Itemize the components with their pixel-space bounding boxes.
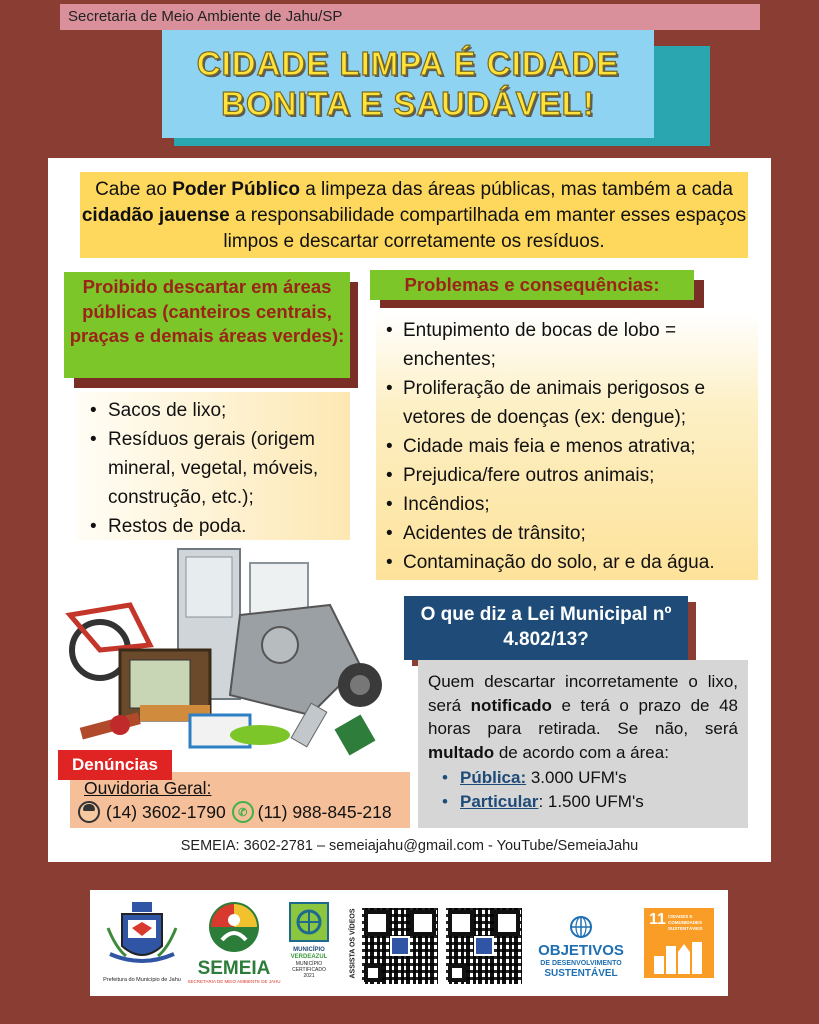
list-item: • Incêndios; bbox=[384, 490, 754, 519]
ods-line3: SUSTENTÁVEL bbox=[544, 968, 618, 979]
whatsapp-icon: ✆ bbox=[232, 801, 254, 823]
ouvidoria-phones bbox=[78, 800, 392, 824]
mva-line3: MUNICÍPIO bbox=[295, 961, 323, 967]
phone-number[interactable]: (14) 3602-1790 bbox=[106, 801, 226, 822]
intro-text-part: a limpeza das áreas públicas, mas também a cada bbox=[299, 179, 733, 200]
fine-item bbox=[442, 766, 738, 790]
title-banner bbox=[162, 30, 654, 138]
semeia-wordmark: SEMEIA bbox=[197, 958, 271, 979]
denuncias-badge: Denúncias bbox=[58, 750, 172, 780]
qr-code-2[interactable] bbox=[446, 908, 522, 984]
law-bold-part: multado bbox=[428, 742, 495, 762]
problems-list bbox=[384, 316, 754, 577]
prohibited-heading: Proibido descartar em áreas públicas (canteiros centrais, praças e demais áreas verdes): bbox=[64, 272, 350, 378]
semeia-subtitle: SECRETARIA DE MEIO AMBIENTE DE JAHU bbox=[187, 979, 281, 984]
list-item: • Acidentes de trânsito; bbox=[384, 519, 754, 548]
person-phone-icon bbox=[78, 801, 100, 823]
mva-year: 2021 bbox=[303, 973, 315, 979]
fine-term: Particular bbox=[460, 791, 539, 811]
fine-item bbox=[442, 790, 738, 814]
list-item: • Sacos de lixo; bbox=[88, 396, 356, 425]
semeia-emblem-icon bbox=[206, 900, 262, 954]
verdeazul-emblem-icon bbox=[289, 902, 329, 942]
law-heading: O que diz a Lei Municipal nº 4.802/13? bbox=[404, 596, 688, 660]
coat-of-arms-icon bbox=[102, 898, 182, 972]
semeia-logo bbox=[186, 900, 282, 990]
list-item: • Cidade mais feia e menos atrativa; bbox=[384, 432, 754, 461]
municipio-verdeazul-logo bbox=[286, 902, 332, 992]
whatsapp-number[interactable]: (11) 988-845-218 bbox=[257, 801, 392, 822]
mva-line2: VERDEAZUL bbox=[290, 954, 328, 960]
intro-text bbox=[80, 172, 748, 258]
title-line-2: BONITA E SAUDÁVEL! bbox=[221, 85, 595, 122]
list-item: • Entupimento de bocas de lobo = enchentes; bbox=[384, 316, 754, 374]
list-item: • Resíduos gerais (origem mineral, vegetal, móveis, construção, etc.); bbox=[88, 425, 356, 512]
city-buildings-icon bbox=[652, 938, 706, 974]
videos-label-wrap bbox=[344, 906, 358, 986]
qr-code-1[interactable] bbox=[362, 908, 438, 984]
title-line-1: CIDADE LIMPA É CIDADE bbox=[196, 45, 620, 82]
trash-pile-illustration bbox=[60, 545, 400, 775]
list-item: • Proliferação de animais perigosos e vetores de doenças (ex: dengue); bbox=[384, 374, 754, 432]
header-org: Secretaria de Meio Ambiente de Jahu/SP bbox=[60, 4, 760, 30]
sdg-text: CIDADES E COMUNIDADES SUSTENTÁVEIS bbox=[668, 914, 703, 931]
contact-line: SEMEIA: 3602-2781 – semeiajahu@gmail.com - YouTube/SemeiaJahu bbox=[180, 838, 639, 854]
mva-line1: MUNICÍPIO bbox=[293, 947, 325, 953]
fines-list bbox=[428, 766, 738, 813]
prohibited-list bbox=[88, 396, 356, 541]
un-globe-icon bbox=[570, 916, 592, 938]
videos-label: ASSISTA OS VÍDEOS bbox=[349, 908, 357, 979]
law-text bbox=[418, 660, 748, 828]
problems-heading: Problemas e consequências: bbox=[370, 270, 694, 300]
mva-line4: CERTIFICADO bbox=[292, 967, 326, 973]
list-item: • Prejudica/fere outros animais; bbox=[384, 461, 754, 490]
fine-value: : 1.500 UFM's bbox=[538, 791, 644, 811]
law-text-part: e terá o prazo de 48 horas para retirada. Se não, será bbox=[428, 695, 738, 738]
intro-text-part: Cabe ao bbox=[95, 179, 173, 200]
prefeitura-logo bbox=[102, 898, 182, 988]
fine-value: 3.000 UFM's bbox=[526, 768, 627, 787]
fine-term: Pública: bbox=[460, 768, 527, 787]
ouvidoria-title: Ouvidoria Geral: bbox=[84, 778, 212, 798]
ods-line2: DE DESENVOLVIMENTO bbox=[540, 960, 622, 967]
ods-line1: OBJETIVOS bbox=[538, 942, 624, 959]
ods-logo bbox=[532, 916, 630, 986]
intro-text-part: a responsabilidade compartilhada em manter esses espaços limpos e descartar corretamente os resíduos. bbox=[223, 205, 747, 252]
intro-bold-part: Poder Público bbox=[172, 179, 300, 200]
law-bold-part: notificado bbox=[470, 695, 552, 715]
prefeitura-label: Prefeitura do Município de Jahu bbox=[103, 977, 181, 983]
logos-bar bbox=[90, 890, 728, 996]
intro-bold-part: cidadão jauense bbox=[81, 205, 230, 226]
law-text-part: de acordo com a área: bbox=[494, 742, 669, 762]
sdg11-logo bbox=[644, 908, 714, 978]
law-text-part: Quem descartar incorretamente o lixo, será bbox=[428, 672, 738, 715]
list-item: • Contaminação do solo, ar e da água. bbox=[384, 548, 754, 577]
sdg-number: 11 bbox=[649, 911, 666, 928]
list-item: • Restos de poda. bbox=[88, 512, 356, 541]
